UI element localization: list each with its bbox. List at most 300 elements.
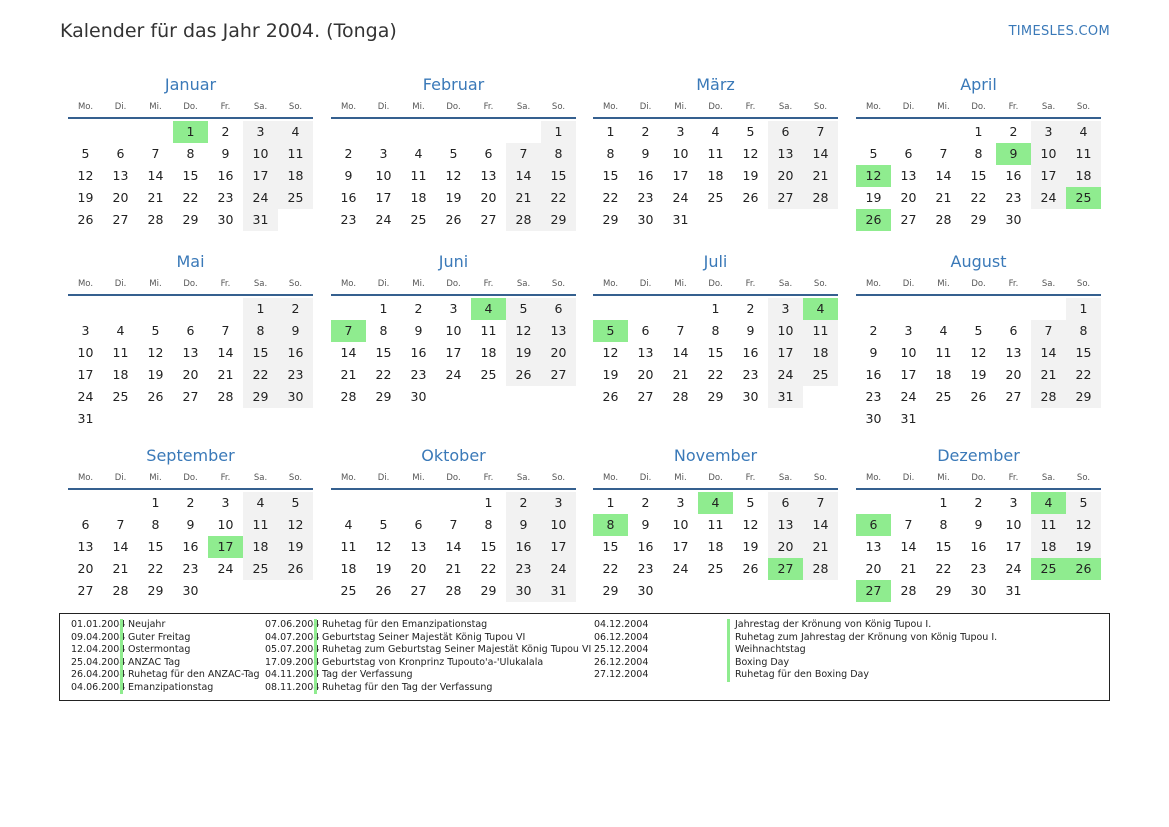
day-cell[interactable]: 31 bbox=[77, 411, 94, 426]
day-cell[interactable]: 16 bbox=[1005, 168, 1022, 183]
day-cell[interactable]: 10 bbox=[768, 320, 803, 342]
day-cell[interactable]: 21 bbox=[900, 561, 917, 576]
day-cell[interactable]: 31 bbox=[768, 386, 803, 408]
day-cell[interactable]: 25 bbox=[935, 389, 952, 404]
day-cell[interactable]: 5 bbox=[746, 124, 755, 139]
day-cell[interactable]: 2 bbox=[641, 124, 650, 139]
day-cell[interactable]: 6 bbox=[81, 517, 90, 532]
day-cell[interactable]: 18 bbox=[935, 367, 952, 382]
day-cell[interactable]: 8 bbox=[974, 146, 983, 161]
day-cell[interactable]: 7 bbox=[676, 323, 685, 338]
day-cell[interactable]: 7 bbox=[449, 517, 458, 532]
day-cell[interactable]: 9 bbox=[746, 323, 755, 338]
day-cell[interactable]: 25 bbox=[112, 389, 129, 404]
day-cell[interactable]: 20 bbox=[1005, 367, 1022, 382]
day-cell[interactable]: 17 bbox=[1031, 165, 1066, 187]
day-cell[interactable]: 17 bbox=[541, 536, 576, 558]
day-cell[interactable]: 8 bbox=[711, 323, 720, 338]
day-cell[interactable]: 16 bbox=[865, 367, 882, 382]
day-cell[interactable]: 26 bbox=[1066, 558, 1101, 580]
day-cell[interactable]: 4 bbox=[414, 146, 423, 161]
day-cell[interactable]: 23 bbox=[637, 190, 654, 205]
day-cell[interactable]: 1 bbox=[379, 301, 388, 316]
day-cell[interactable]: 14 bbox=[672, 345, 689, 360]
day-cell[interactable]: 13 bbox=[768, 514, 803, 536]
day-cell[interactable]: 23 bbox=[410, 367, 427, 382]
day-cell[interactable]: 4 bbox=[344, 517, 353, 532]
day-cell[interactable]: 18 bbox=[1031, 536, 1066, 558]
day-cell[interactable]: 8 bbox=[541, 143, 576, 165]
day-cell[interactable]: 10 bbox=[900, 345, 917, 360]
day-cell[interactable]: 1 bbox=[711, 301, 720, 316]
day-cell[interactable]: 4 bbox=[116, 323, 125, 338]
day-cell[interactable]: 28 bbox=[672, 389, 689, 404]
day-cell[interactable]: 29 bbox=[935, 583, 952, 598]
day-cell[interactable]: 25 bbox=[1066, 187, 1101, 209]
day-cell[interactable]: 11 bbox=[112, 345, 129, 360]
day-cell[interactable]: 26 bbox=[602, 389, 619, 404]
day-cell[interactable]: 16 bbox=[340, 190, 357, 205]
day-cell[interactable]: 15 bbox=[480, 539, 497, 554]
day-cell[interactable]: 7 bbox=[904, 517, 913, 532]
day-cell[interactable]: 25 bbox=[340, 583, 357, 598]
day-cell[interactable]: 21 bbox=[506, 187, 541, 209]
day-cell[interactable]: 15 bbox=[541, 165, 576, 187]
day-cell[interactable]: 28 bbox=[803, 558, 838, 580]
day-cell[interactable]: 20 bbox=[637, 367, 654, 382]
day-cell[interactable]: 8 bbox=[186, 146, 195, 161]
day-cell[interactable]: 12 bbox=[77, 168, 94, 183]
day-cell[interactable]: 22 bbox=[602, 190, 619, 205]
day-cell[interactable]: 9 bbox=[996, 143, 1031, 165]
day-cell[interactable]: 27 bbox=[900, 212, 917, 227]
day-cell[interactable]: 30 bbox=[970, 583, 987, 598]
day-cell[interactable]: 23 bbox=[182, 561, 199, 576]
day-cell[interactable]: 3 bbox=[676, 124, 685, 139]
day-cell[interactable]: 11 bbox=[935, 345, 952, 360]
day-cell[interactable]: 29 bbox=[480, 583, 497, 598]
day-cell[interactable]: 30 bbox=[637, 583, 654, 598]
day-cell[interactable]: 12 bbox=[742, 146, 759, 161]
day-cell[interactable]: 10 bbox=[375, 168, 392, 183]
day-cell[interactable]: 18 bbox=[112, 367, 129, 382]
day-cell[interactable]: 19 bbox=[77, 190, 94, 205]
day-cell[interactable]: 3 bbox=[1009, 495, 1018, 510]
day-cell[interactable]: 15 bbox=[243, 342, 278, 364]
day-cell[interactable]: 6 bbox=[116, 146, 125, 161]
day-cell[interactable]: 22 bbox=[147, 561, 164, 576]
day-cell[interactable]: 22 bbox=[970, 190, 987, 205]
day-cell[interactable]: 6 bbox=[1009, 323, 1018, 338]
day-cell[interactable]: 1 bbox=[974, 124, 983, 139]
day-cell[interactable]: 14 bbox=[506, 165, 541, 187]
day-cell[interactable]: 1 bbox=[541, 121, 576, 143]
day-cell[interactable]: 6 bbox=[641, 323, 650, 338]
day-cell[interactable]: 4 bbox=[278, 121, 313, 143]
day-cell[interactable]: 2 bbox=[974, 495, 983, 510]
day-cell[interactable]: 5 bbox=[869, 146, 878, 161]
day-cell[interactable]: 14 bbox=[147, 168, 164, 183]
day-cell[interactable]: 6 bbox=[541, 298, 576, 320]
day-cell[interactable]: 2 bbox=[869, 323, 878, 338]
day-cell[interactable]: 23 bbox=[865, 389, 882, 404]
day-cell[interactable]: 16 bbox=[506, 536, 541, 558]
day-cell[interactable]: 1 bbox=[243, 298, 278, 320]
day-cell[interactable]: 29 bbox=[1066, 386, 1101, 408]
day-cell[interactable]: 27 bbox=[768, 187, 803, 209]
day-cell[interactable]: 7 bbox=[803, 121, 838, 143]
day-cell[interactable]: 17 bbox=[375, 190, 392, 205]
day-cell[interactable]: 18 bbox=[278, 165, 313, 187]
day-cell[interactable]: 28 bbox=[1031, 386, 1066, 408]
day-cell[interactable]: 12 bbox=[742, 517, 759, 532]
day-cell[interactable]: 26 bbox=[742, 190, 759, 205]
day-cell[interactable]: 2 bbox=[506, 492, 541, 514]
day-cell[interactable]: 28 bbox=[506, 209, 541, 231]
day-cell[interactable]: 27 bbox=[637, 389, 654, 404]
day-cell[interactable]: 28 bbox=[445, 583, 462, 598]
day-cell[interactable]: 14 bbox=[112, 539, 129, 554]
day-cell[interactable]: 24 bbox=[77, 389, 94, 404]
day-cell[interactable]: 29 bbox=[147, 583, 164, 598]
day-cell[interactable]: 9 bbox=[414, 323, 423, 338]
day-cell[interactable]: 20 bbox=[410, 561, 427, 576]
day-cell[interactable]: 27 bbox=[77, 583, 94, 598]
day-cell[interactable]: 29 bbox=[970, 212, 987, 227]
day-cell[interactable]: 31 bbox=[1005, 583, 1022, 598]
day-cell[interactable]: 28 bbox=[112, 583, 129, 598]
day-cell[interactable]: 8 bbox=[1066, 320, 1101, 342]
day-cell[interactable]: 21 bbox=[445, 561, 462, 576]
day-cell[interactable]: 18 bbox=[243, 536, 278, 558]
day-cell[interactable]: 1 bbox=[484, 495, 493, 510]
day-cell[interactable]: 6 bbox=[904, 146, 913, 161]
day-cell[interactable]: 27 bbox=[112, 212, 129, 227]
day-cell[interactable]: 16 bbox=[970, 539, 987, 554]
day-cell[interactable]: 25 bbox=[243, 558, 278, 580]
day-cell[interactable]: 6 bbox=[856, 514, 891, 536]
day-cell[interactable]: 9 bbox=[641, 146, 650, 161]
day-cell[interactable]: 19 bbox=[1066, 536, 1101, 558]
day-cell[interactable]: 24 bbox=[672, 190, 689, 205]
day-cell[interactable]: 12 bbox=[147, 345, 164, 360]
day-cell[interactable]: 19 bbox=[147, 367, 164, 382]
day-cell[interactable]: 28 bbox=[803, 187, 838, 209]
day-cell[interactable]: 12 bbox=[506, 320, 541, 342]
day-cell[interactable]: 13 bbox=[182, 345, 199, 360]
day-cell[interactable]: 12 bbox=[445, 168, 462, 183]
day-cell[interactable]: 9 bbox=[278, 320, 313, 342]
day-cell[interactable]: 24 bbox=[1031, 187, 1066, 209]
day-cell[interactable]: 27 bbox=[1005, 389, 1022, 404]
day-cell[interactable]: 3 bbox=[221, 495, 230, 510]
day-cell[interactable]: 12 bbox=[375, 539, 392, 554]
day-cell[interactable]: 21 bbox=[340, 367, 357, 382]
day-cell[interactable]: 19 bbox=[742, 168, 759, 183]
day-cell[interactable]: 4 bbox=[471, 298, 506, 320]
day-cell[interactable]: 27 bbox=[541, 364, 576, 386]
day-cell[interactable]: 18 bbox=[1066, 165, 1101, 187]
day-cell[interactable]: 13 bbox=[1005, 345, 1022, 360]
day-cell[interactable]: 23 bbox=[278, 364, 313, 386]
day-cell[interactable]: 26 bbox=[147, 389, 164, 404]
day-cell[interactable]: 14 bbox=[445, 539, 462, 554]
day-cell[interactable]: 21 bbox=[672, 367, 689, 382]
day-cell[interactable]: 26 bbox=[278, 558, 313, 580]
day-cell[interactable]: 13 bbox=[410, 539, 427, 554]
day-cell[interactable]: 11 bbox=[480, 323, 497, 338]
day-cell[interactable]: 28 bbox=[147, 212, 164, 227]
day-cell[interactable]: 17 bbox=[77, 367, 94, 382]
day-cell[interactable]: 4 bbox=[698, 492, 733, 514]
day-cell[interactable]: 9 bbox=[869, 345, 878, 360]
day-cell[interactable]: 8 bbox=[593, 514, 628, 536]
day-cell[interactable]: 21 bbox=[217, 367, 234, 382]
day-cell[interactable]: 14 bbox=[217, 345, 234, 360]
day-cell[interactable]: 1 bbox=[606, 124, 615, 139]
day-cell[interactable]: 19 bbox=[375, 561, 392, 576]
day-cell[interactable]: 29 bbox=[182, 212, 199, 227]
day-cell[interactable]: 1 bbox=[151, 495, 160, 510]
day-cell[interactable]: 9 bbox=[506, 514, 541, 536]
day-cell[interactable]: 12 bbox=[970, 345, 987, 360]
day-cell[interactable]: 3 bbox=[81, 323, 90, 338]
day-cell[interactable]: 10 bbox=[1005, 517, 1022, 532]
day-cell[interactable]: 17 bbox=[768, 342, 803, 364]
day-cell[interactable]: 31 bbox=[900, 411, 917, 426]
day-cell[interactable]: 21 bbox=[935, 190, 952, 205]
day-cell[interactable]: 4 bbox=[939, 323, 948, 338]
day-cell[interactable]: 23 bbox=[1005, 190, 1022, 205]
day-cell[interactable]: 12 bbox=[856, 165, 891, 187]
day-cell[interactable]: 8 bbox=[939, 517, 948, 532]
day-cell[interactable]: 9 bbox=[641, 517, 650, 532]
day-cell[interactable]: 1 bbox=[939, 495, 948, 510]
day-cell[interactable]: 18 bbox=[803, 342, 838, 364]
day-cell[interactable]: 11 bbox=[1066, 143, 1101, 165]
day-cell[interactable]: 1 bbox=[606, 495, 615, 510]
day-cell[interactable]: 11 bbox=[707, 517, 724, 532]
day-cell[interactable]: 25 bbox=[707, 190, 724, 205]
day-cell[interactable]: 7 bbox=[331, 320, 366, 342]
day-cell[interactable]: 11 bbox=[803, 320, 838, 342]
day-cell[interactable]: 8 bbox=[243, 320, 278, 342]
day-cell[interactable]: 22 bbox=[707, 367, 724, 382]
day-cell[interactable]: 19 bbox=[445, 190, 462, 205]
day-cell[interactable]: 8 bbox=[606, 146, 615, 161]
day-cell[interactable]: 14 bbox=[1031, 342, 1066, 364]
day-cell[interactable]: 23 bbox=[217, 190, 234, 205]
day-cell[interactable]: 6 bbox=[186, 323, 195, 338]
day-cell[interactable]: 28 bbox=[217, 389, 234, 404]
day-cell[interactable]: 3 bbox=[1031, 121, 1066, 143]
day-cell[interactable]: 11 bbox=[278, 143, 313, 165]
day-cell[interactable]: 18 bbox=[480, 345, 497, 360]
day-cell[interactable]: 6 bbox=[484, 146, 493, 161]
day-cell[interactable]: 22 bbox=[935, 561, 952, 576]
day-cell[interactable]: 23 bbox=[970, 561, 987, 576]
day-cell[interactable]: 25 bbox=[410, 212, 427, 227]
day-cell[interactable]: 11 bbox=[410, 168, 427, 183]
day-cell[interactable]: 24 bbox=[900, 389, 917, 404]
day-cell[interactable]: 3 bbox=[541, 492, 576, 514]
day-cell[interactable]: 5 bbox=[81, 146, 90, 161]
day-cell[interactable]: 9 bbox=[974, 517, 983, 532]
day-cell[interactable]: 22 bbox=[602, 561, 619, 576]
day-cell[interactable]: 22 bbox=[480, 561, 497, 576]
day-cell[interactable]: 21 bbox=[803, 165, 838, 187]
day-cell[interactable]: 20 bbox=[768, 536, 803, 558]
day-cell[interactable]: 28 bbox=[935, 212, 952, 227]
day-cell[interactable]: 10 bbox=[672, 146, 689, 161]
day-cell[interactable]: 2 bbox=[746, 301, 755, 316]
day-cell[interactable]: 15 bbox=[147, 539, 164, 554]
day-cell[interactable]: 13 bbox=[480, 168, 497, 183]
day-cell[interactable]: 20 bbox=[865, 561, 882, 576]
day-cell[interactable]: 20 bbox=[768, 165, 803, 187]
day-cell[interactable]: 17 bbox=[672, 539, 689, 554]
day-cell[interactable]: 25 bbox=[803, 364, 838, 386]
day-cell[interactable]: 17 bbox=[208, 536, 243, 558]
day-cell[interactable]: 10 bbox=[445, 323, 462, 338]
day-cell[interactable]: 30 bbox=[410, 389, 427, 404]
day-cell[interactable]: 29 bbox=[602, 212, 619, 227]
day-cell[interactable]: 1 bbox=[173, 121, 208, 143]
day-cell[interactable]: 20 bbox=[541, 342, 576, 364]
day-cell[interactable]: 24 bbox=[375, 212, 392, 227]
day-cell[interactable]: 9 bbox=[186, 517, 195, 532]
day-cell[interactable]: 15 bbox=[707, 345, 724, 360]
day-cell[interactable]: 27 bbox=[856, 580, 891, 602]
day-cell[interactable]: 7 bbox=[151, 146, 160, 161]
day-cell[interactable]: 2 bbox=[641, 495, 650, 510]
day-cell[interactable]: 16 bbox=[637, 539, 654, 554]
day-cell[interactable]: 30 bbox=[217, 212, 234, 227]
day-cell[interactable]: 11 bbox=[707, 146, 724, 161]
day-cell[interactable]: 9 bbox=[344, 168, 353, 183]
day-cell[interactable]: 15 bbox=[970, 168, 987, 183]
day-cell[interactable]: 20 bbox=[112, 190, 129, 205]
day-cell[interactable]: 16 bbox=[742, 345, 759, 360]
day-cell[interactable]: 24 bbox=[541, 558, 576, 580]
day-cell[interactable]: 25 bbox=[480, 367, 497, 382]
day-cell[interactable]: 17 bbox=[243, 165, 278, 187]
day-cell[interactable]: 26 bbox=[506, 364, 541, 386]
day-cell[interactable]: 17 bbox=[900, 367, 917, 382]
day-cell[interactable]: 21 bbox=[147, 190, 164, 205]
day-cell[interactable]: 20 bbox=[77, 561, 94, 576]
day-cell[interactable]: 15 bbox=[375, 345, 392, 360]
day-cell[interactable]: 22 bbox=[375, 367, 392, 382]
day-cell[interactable]: 28 bbox=[340, 389, 357, 404]
day-cell[interactable]: 17 bbox=[1005, 539, 1022, 554]
day-cell[interactable]: 30 bbox=[1005, 212, 1022, 227]
day-cell[interactable]: 12 bbox=[602, 345, 619, 360]
day-cell[interactable]: 17 bbox=[672, 168, 689, 183]
day-cell[interactable]: 19 bbox=[865, 190, 882, 205]
day-cell[interactable]: 16 bbox=[217, 168, 234, 183]
day-cell[interactable]: 12 bbox=[1066, 514, 1101, 536]
day-cell[interactable]: 24 bbox=[672, 561, 689, 576]
day-cell[interactable]: 22 bbox=[182, 190, 199, 205]
day-cell[interactable]: 23 bbox=[340, 212, 357, 227]
day-cell[interactable]: 19 bbox=[506, 342, 541, 364]
day-cell[interactable]: 30 bbox=[742, 389, 759, 404]
day-cell[interactable]: 22 bbox=[541, 187, 576, 209]
day-cell[interactable]: 15 bbox=[1066, 342, 1101, 364]
day-cell[interactable]: 11 bbox=[243, 514, 278, 536]
day-cell[interactable]: 4 bbox=[803, 298, 838, 320]
day-cell[interactable]: 26 bbox=[742, 561, 759, 576]
day-cell[interactable]: 7 bbox=[803, 492, 838, 514]
day-cell[interactable]: 5 bbox=[506, 298, 541, 320]
day-cell[interactable]: 5 bbox=[278, 492, 313, 514]
day-cell[interactable]: 10 bbox=[1031, 143, 1066, 165]
day-cell[interactable]: 21 bbox=[112, 561, 129, 576]
day-cell[interactable]: 19 bbox=[970, 367, 987, 382]
day-cell[interactable]: 18 bbox=[410, 190, 427, 205]
day-cell[interactable]: 13 bbox=[112, 168, 129, 183]
day-cell[interactable]: 24 bbox=[1005, 561, 1022, 576]
day-cell[interactable]: 13 bbox=[900, 168, 917, 183]
day-cell[interactable]: 29 bbox=[243, 386, 278, 408]
day-cell[interactable]: 15 bbox=[935, 539, 952, 554]
day-cell[interactable]: 17 bbox=[445, 345, 462, 360]
day-cell[interactable]: 7 bbox=[116, 517, 125, 532]
day-cell[interactable]: 5 bbox=[974, 323, 983, 338]
day-cell[interactable]: 10 bbox=[672, 517, 689, 532]
day-cell[interactable]: 4 bbox=[243, 492, 278, 514]
day-cell[interactable]: 27 bbox=[410, 583, 427, 598]
day-cell[interactable]: 14 bbox=[935, 168, 952, 183]
day-cell[interactable]: 5 bbox=[1066, 492, 1101, 514]
day-cell[interactable]: 14 bbox=[340, 345, 357, 360]
day-cell[interactable]: 4 bbox=[1066, 121, 1101, 143]
day-cell[interactable]: 26 bbox=[375, 583, 392, 598]
day-cell[interactable]: 15 bbox=[602, 168, 619, 183]
day-cell[interactable]: 13 bbox=[865, 539, 882, 554]
day-cell[interactable]: 14 bbox=[803, 143, 838, 165]
day-cell[interactable]: 6 bbox=[768, 121, 803, 143]
day-cell[interactable]: 3 bbox=[449, 301, 458, 316]
day-cell[interactable]: 3 bbox=[243, 121, 278, 143]
day-cell[interactable]: 10 bbox=[541, 514, 576, 536]
day-cell[interactable]: 16 bbox=[410, 345, 427, 360]
day-cell[interactable]: 31 bbox=[672, 212, 689, 227]
day-cell[interactable]: 2 bbox=[186, 495, 195, 510]
day-cell[interactable]: 20 bbox=[480, 190, 497, 205]
day-cell[interactable]: 9 bbox=[221, 146, 230, 161]
day-cell[interactable]: 5 bbox=[449, 146, 458, 161]
day-cell[interactable]: 13 bbox=[637, 345, 654, 360]
day-cell[interactable]: 2 bbox=[344, 146, 353, 161]
day-cell[interactable]: 27 bbox=[182, 389, 199, 404]
day-cell[interactable]: 29 bbox=[375, 389, 392, 404]
day-cell[interactable]: 26 bbox=[856, 209, 891, 231]
day-cell[interactable]: 26 bbox=[970, 389, 987, 404]
day-cell[interactable]: 24 bbox=[243, 187, 278, 209]
day-cell[interactable]: 8 bbox=[151, 517, 160, 532]
day-cell[interactable]: 6 bbox=[768, 492, 803, 514]
day-cell[interactable]: 22 bbox=[243, 364, 278, 386]
day-cell[interactable]: 23 bbox=[742, 367, 759, 382]
day-cell[interactable]: 5 bbox=[379, 517, 388, 532]
day-cell[interactable]: 15 bbox=[602, 539, 619, 554]
day-cell[interactable]: 18 bbox=[707, 539, 724, 554]
day-cell[interactable]: 13 bbox=[541, 320, 576, 342]
day-cell[interactable]: 2 bbox=[414, 301, 423, 316]
day-cell[interactable]: 23 bbox=[506, 558, 541, 580]
